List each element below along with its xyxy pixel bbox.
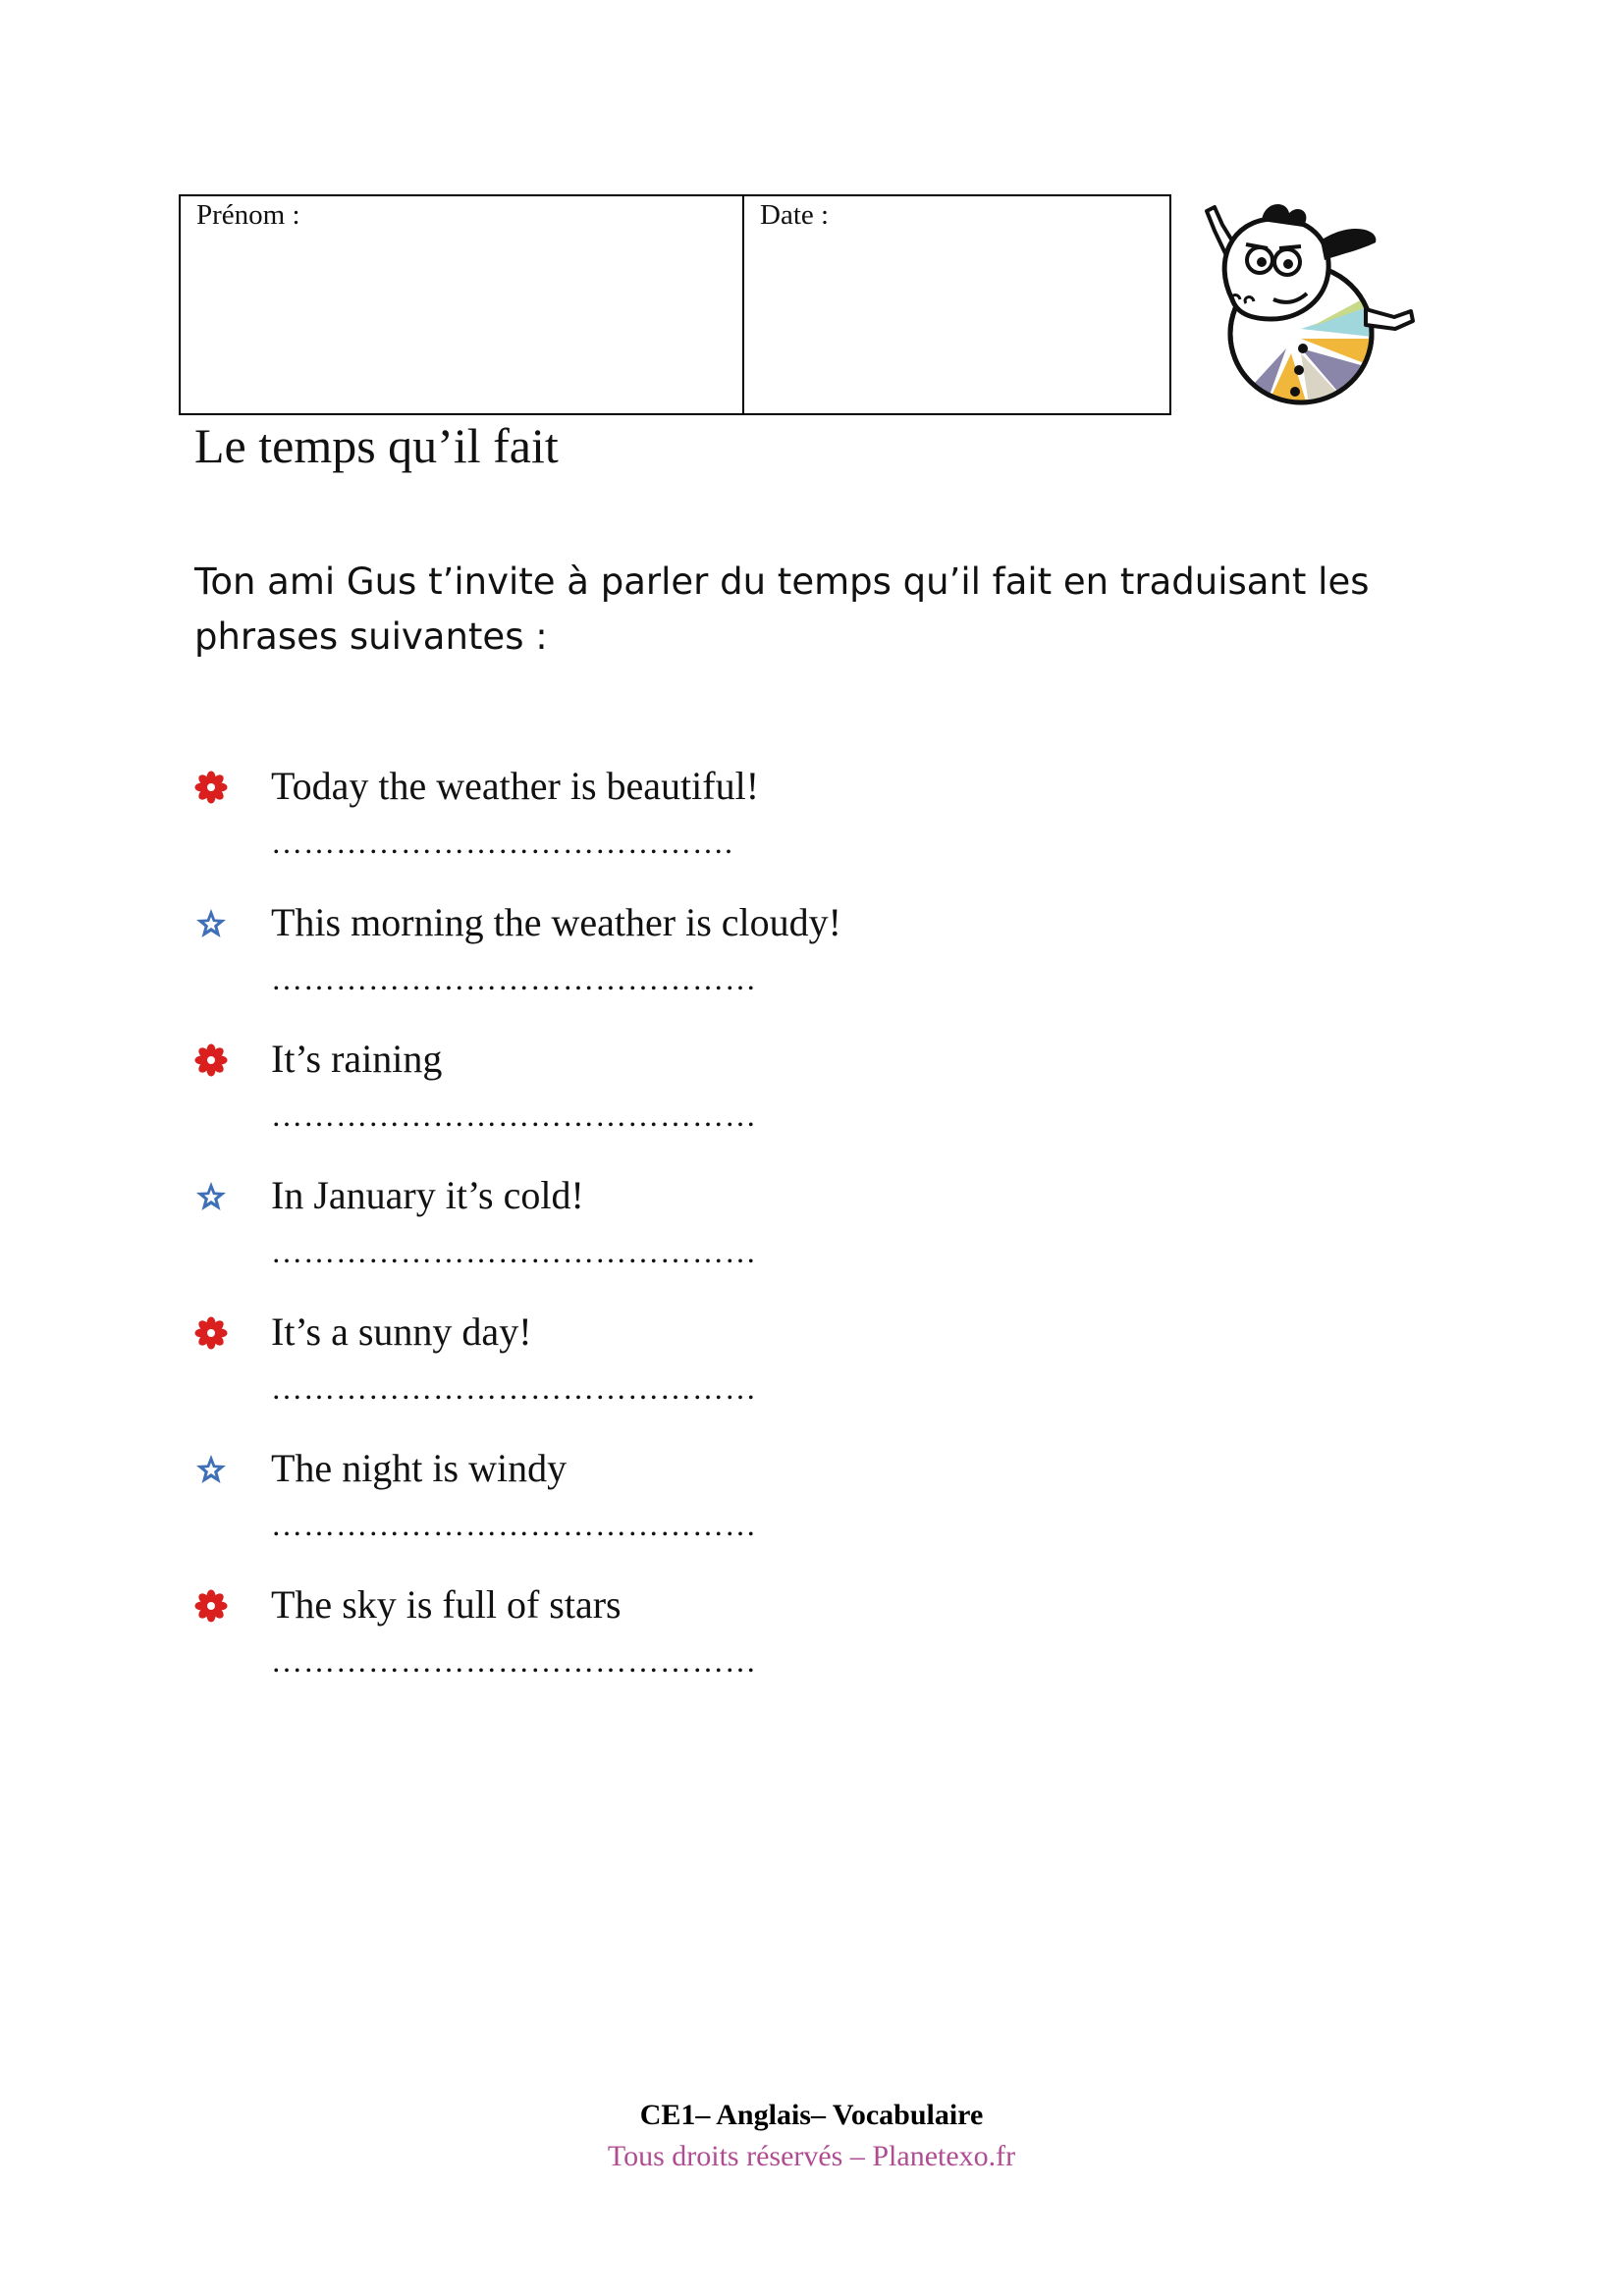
red-flower-icon (194, 1316, 228, 1350)
gus-sheep-mascot (1193, 191, 1419, 417)
answer-line[interactable]: ……………………………………… (271, 961, 757, 996)
answer-line[interactable]: ……………………………………… (271, 1507, 757, 1542)
name-field[interactable] (181, 196, 744, 413)
answer-line[interactable]: ……………………………………… (271, 1643, 757, 1679)
red-flower-icon (194, 1589, 228, 1623)
exercise-sentence: It’s raining (271, 1037, 443, 1081)
instruction-text: Ton ami Gus t’invite à parler du temps qu’il fait en traduisant les phrases suivantes : (194, 561, 1370, 658)
red-flower-icon (194, 1043, 228, 1077)
exercise-sentence: This morning the weather is cloudy! (271, 900, 841, 944)
answer-line[interactable]: ……………………………………. (271, 825, 733, 860)
exercise-sentence: The sky is full of stars (271, 1582, 622, 1627)
page-title: Le temps qu’il fait (194, 418, 559, 473)
footer-copyright: Tous droits réservés – Planetexo.fr (607, 2140, 1016, 2172)
date-label: Date : (760, 199, 830, 231)
exercise-sentence: Today the weather is beautiful! (271, 764, 760, 808)
exercise-sentence: The night is windy (271, 1446, 568, 1490)
footer-subject: CE1– Anglais– Vocabulaire (639, 2099, 984, 2131)
blue-star-icon (194, 1180, 228, 1213)
exercise-sentence: In January it’s cold! (271, 1173, 584, 1217)
answer-line[interactable]: ……………………………………… (271, 1097, 757, 1133)
red-flower-icon (194, 771, 228, 804)
exercise-sentence: It’s a sunny day! (271, 1309, 532, 1354)
date-field[interactable] (744, 196, 1169, 413)
answer-line[interactable]: ……………………………………… (271, 1234, 757, 1269)
answer-line[interactable]: ……………………………………… (271, 1370, 757, 1406)
name-label: Prénom : (196, 199, 300, 231)
blue-star-icon (194, 1453, 228, 1486)
blue-star-icon (194, 907, 228, 940)
student-info-table (179, 194, 1171, 415)
